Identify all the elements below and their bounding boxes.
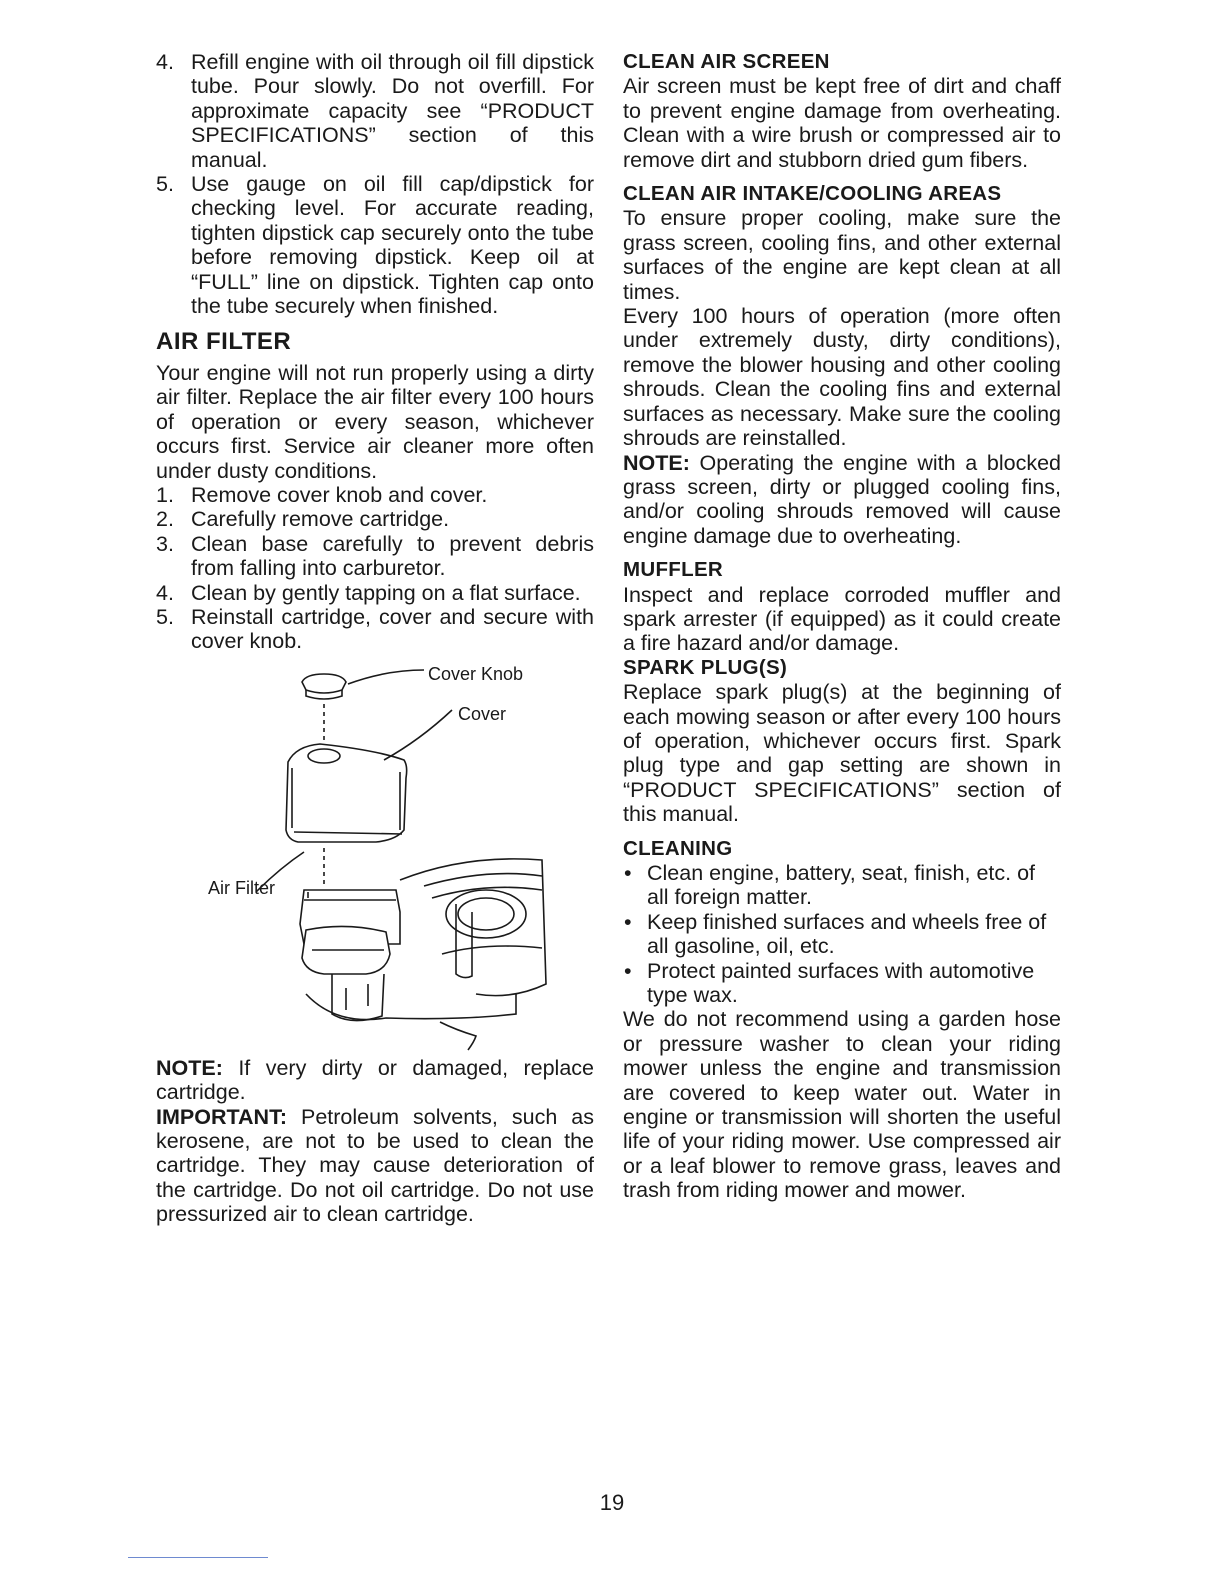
cleaning-bullets	[623, 861, 1061, 1007]
list-item: • Clean engine, battery, seat, finish, etc. of all foreign matter.	[624, 861, 1036, 910]
clean-intake-text-2: Every 100 hours of operation (more often under extremely dusty, dirty conditions), remove the blower housing and other cooling shrouds. Clean the cooling fins and external surfaces as necessary. Make sure the cooling shrouds are reinstalled.	[623, 304, 1061, 451]
clean-intake-note	[623, 451, 1061, 549]
cover-knob-label: Cover Knob	[428, 663, 524, 684]
air-filter-intro: Your engine will not run properly using a dirty air filter. Replace the air filter every 100 hours of operation or every season, whichever occurs first. Service air cleaner more often under dusty conditions.	[156, 360, 594, 483]
cleaning-heading: CLEANING	[623, 836, 733, 860]
list-item: • Protect painted surfaces with automotive type wax.	[624, 958, 1035, 1008]
bullet-icon: •	[624, 861, 632, 885]
list-item: 1. Remove cover knob and cover.	[156, 482, 488, 507]
scan-edge-line	[128, 1557, 268, 1558]
important-label: IMPORTANT:	[156, 1104, 287, 1129]
air-filter-important	[156, 1105, 594, 1227]
list-item: 4. Refill engine with oil through oil fill dipstick tube. Pour slowly. Do not overfill. For approximate capacity see “PRODUCT SPECIFICATIONS” section of this manual.	[156, 50, 594, 172]
muffler-heading: MUFFLER	[623, 558, 724, 582]
list-item: 4. Clean by gently tapping on a flat surface.	[156, 580, 581, 605]
cover-leader	[384, 710, 452, 760]
clean-air-screen-text: Air screen must be kept free of dirt and chaff to prevent engine damage from overheating. Clean with a wire brush or compressed air to remove dirt and stubborn dried gum fibers.	[623, 74, 1061, 172]
clean-air-screen-heading: CLEAN AIR SCREEN	[623, 50, 830, 73]
left-column	[156, 50, 594, 1227]
air-filter-note	[156, 1056, 594, 1105]
page-number: 19	[599, 1490, 625, 1515]
filter-base-neck	[332, 974, 384, 1021]
right-column	[623, 50, 1061, 1203]
bullet-icon: •	[624, 909, 632, 934]
air-filter-diagram	[156, 654, 594, 1056]
filter-base-studs	[346, 984, 368, 1010]
note-label: NOTE:	[156, 1055, 223, 1080]
clean-intake-text-1: To ensure proper cooling, make sure the grass screen, cooling fins, and other external surfaces of the engine are kept clean at all times.	[623, 206, 1061, 304]
engine-fins	[424, 873, 542, 953]
cover-knob-shape	[302, 674, 346, 693]
clean-intake-heading: CLEAN AIR INTAKE/COOLING AREAS	[623, 182, 1002, 206]
cover-label: Cover	[458, 703, 507, 724]
note-label: NOTE:	[623, 450, 690, 475]
air-filter-steps	[156, 483, 594, 654]
cleaning-text: We do not recommend using a garden hose or pressure washer to clean your riding mower unless the engine and transmission are covered to keep water out. Water in engine or transmission will shorten the useful life of your riding mower. Use compressed air or a leaf blower to remove grass, leaves and trash from riding mower and mower.	[623, 1007, 1061, 1203]
oil-refill-steps	[156, 50, 594, 318]
spark-plugs-text: Replace spark plug(s) at the beginning of each mowing season or after every 100 hours of operation, whichever occurs first. Spark plug type and gap setting are shown in “PRODUCT SPECIFICATIONS” section of this manual.	[623, 680, 1061, 827]
engine-bottom	[306, 994, 516, 1020]
list-item: 3. Clean base carefully to prevent debris from falling into carburetor.	[156, 531, 594, 581]
air-filter-figure	[156, 654, 594, 1056]
engine-outline	[400, 859, 546, 996]
list-item: • Keep finished surfaces and wheels free of all gasoline, oil, etc.	[624, 909, 1047, 959]
important-text: Petroleum solvents, such as kerosene, are not to be used to clean the cartridge. They may cause deterioration of the cartridge. Do not oil cartridge. Do not use pressurized air to clean cartridge.	[156, 1104, 594, 1227]
spark-plugs-heading: SPARK PLUG(S)	[623, 655, 788, 679]
list-item: 2. Carefully remove cartridge.	[156, 507, 450, 532]
note-text: If very dirty or damaged, replace cartridge.	[156, 1055, 594, 1105]
air-filter-heading: AIR FILTER	[156, 328, 292, 356]
engine-wire	[440, 1022, 476, 1050]
cover-knob-leader	[348, 670, 424, 684]
list-item: 5. Use gauge on oil fill cap/dipstick for checking level. For accurate reading, tighten dipstick cap securely onto the tube before removing dipstick. Keep oil at “FULL” line on dipstick. Tighten cap onto the tube securely when finished.	[156, 172, 594, 319]
air-filter-label: Air Filter	[208, 877, 275, 898]
bullet-icon: •	[624, 958, 632, 983]
cover-shape	[286, 744, 407, 842]
engine-pulley-inner	[458, 898, 514, 930]
muffler-text: Inspect and replace corroded muffler and spark arrester (if equipped) as it could create a fire hazard and/or damage.	[623, 582, 1061, 656]
note-text: Operating the engine with a blocked grass screen, dirty or plugged cooling fins, and/or cooling shrouds removed will cause engine damage due to overheating.	[623, 450, 1061, 548]
list-item: 5. Reinstall cartridge, cover and secure with cover knob.	[156, 604, 594, 654]
